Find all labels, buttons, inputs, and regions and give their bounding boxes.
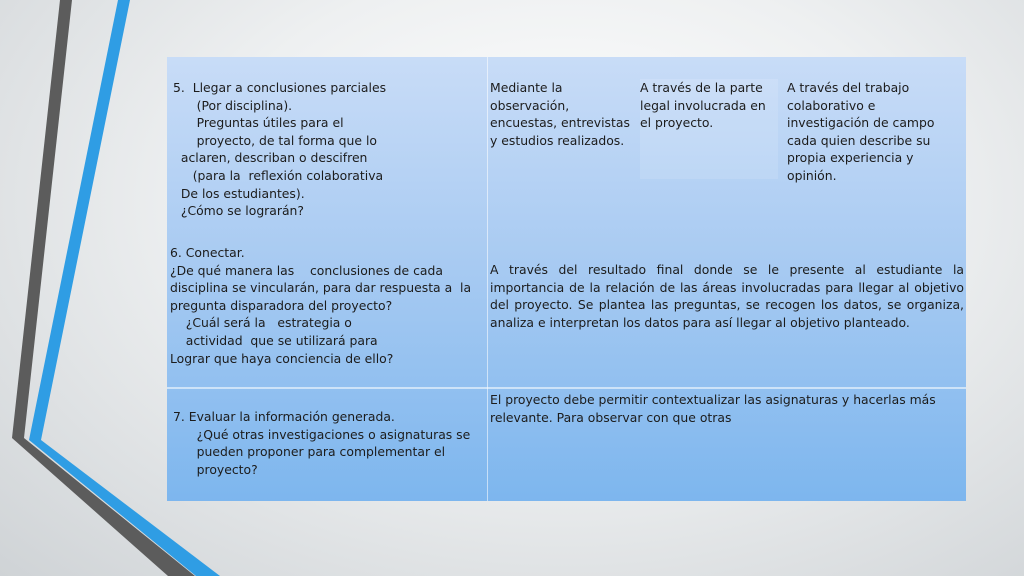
row-1-legal-cell: A través de la parte legal involucrada en el proyecto. (640, 79, 778, 179)
row-3-phase-line: pueden proponer para complementar el (173, 444, 446, 460)
row-1-phase-cell (173, 79, 485, 220)
row-3-answer-cell: El proyecto debe permitir contextualizar las asignaturas y hacerlas más relevante. Para observar con que otras (490, 392, 936, 425)
row-1-phase-line: 5. Llegar a conclusiones parciales (173, 80, 387, 95)
row-3-phase-line: proyecto? (173, 461, 258, 477)
row-3-phase-cell (173, 408, 485, 478)
row-2-phase-line: pregunta disparadora del proyecto? (170, 297, 393, 313)
row-1-phase-line: proyecto, de tal forma que lo (173, 132, 377, 148)
row-2-phase-line: 6. Conectar. (170, 245, 245, 260)
column-divider-main (487, 57, 488, 501)
row-2-phase-cell (170, 244, 486, 367)
row-3-phase-line: ¿Qué otras investigaciones o asignaturas se (173, 426, 471, 442)
row-1-phase-line: De los estudiantes). (173, 185, 305, 201)
row-1-phase-line: ¿Cómo se lograrán? (173, 203, 304, 219)
gray-stripe-vertical (12, 0, 72, 438)
row-1-phase-line: (para la reflexión colaborativa (173, 167, 384, 183)
row-2-phase-line: ¿Cuál será la estrategia o (170, 315, 352, 331)
row-1-method-cell: Mediante la observación, encuestas, entrevistas y estudios realizados. (490, 80, 630, 148)
row-2-phase-line: disciplina se vincularán, para dar respuesta a la (170, 280, 472, 296)
row-3-phase-line: 7. Evaluar la información generada. (173, 409, 395, 424)
row-2-answer-cell: A través del resultado final donde se le presente al estudiante la importancia de la relación de las áreas involucradas para llegar al objetivo del proyecto. Se plantea las preguntas, se recogen los datos, se organiza, analiza e interpretan los datos para así llegar al objetivo planteado. (490, 262, 964, 330)
row-2-phase-line: ¿De qué manera las conclusiones de cada (170, 262, 443, 278)
row-2-phase-line: actividad que se utilizará para (170, 332, 378, 348)
row-1-phase-line: Preguntas útiles para el (173, 115, 344, 131)
row-2-phase-line: Lograr que haya conciencia de ello? (170, 350, 394, 366)
row-1-phase-line: (Por disciplina). (173, 97, 293, 113)
row-1-collab-cell: A través del trabajo colaborativo e investigación de campo cada quien describe su propia experiencia y opinión. (787, 80, 935, 183)
row-divider-2 (167, 387, 966, 389)
phases-table (167, 57, 966, 501)
row-1-phase-line: aclaren, describan o descifren (173, 150, 368, 166)
